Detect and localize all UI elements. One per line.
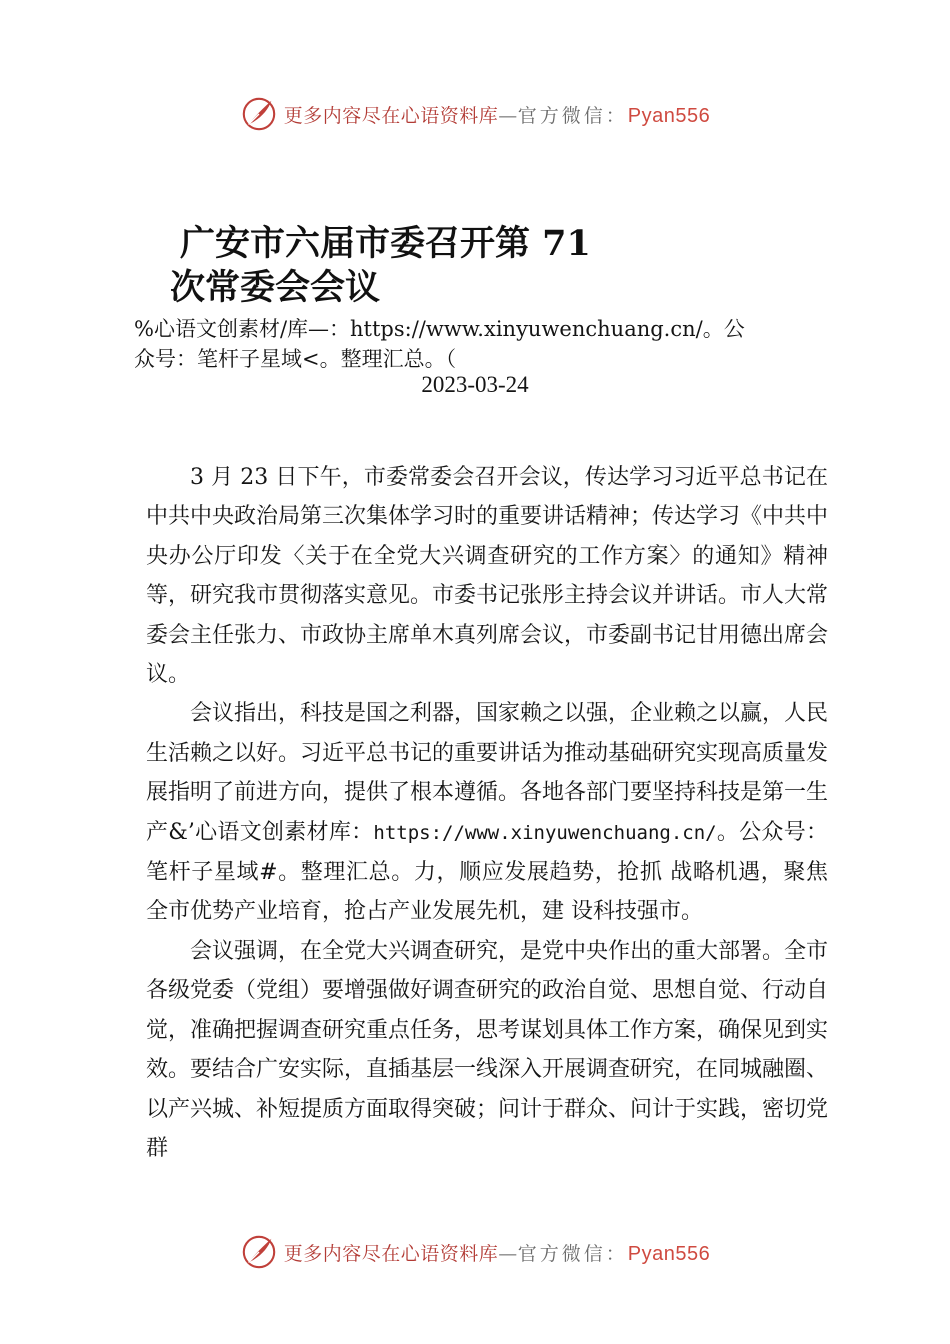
- source-note: [134, 314, 834, 374]
- banner-wechat-label: 官方微信：: [517, 104, 628, 127]
- banner-account-id: Pyan556: [627, 1242, 711, 1265]
- banner-account-id: Pyan556: [627, 104, 711, 127]
- source-line-2: 众号：笔杆子星域<。整理汇总。（: [134, 347, 457, 371]
- paragraph-1: 3 月 23 日下午，市委常委会召开会议，传达学习习近平总书记在中共中央政治局第三次集体学习时的重要讲话精神；传达学习《中共中央办公厅印发〈关于在全党大兴调查研究的工作方案〉的通知》精神等，研究我市贯彻落实意见。市委书记张彤主持会议并讲话。市人大常委会主任张力、市政协主席单木真列席会议，市委副书记甘用德出席会议。: [146, 465, 829, 688]
- paragraph-2-url: https://www.xinyuwenchuang.cn/: [373, 821, 717, 844]
- source-line-1: %心语文创素材/库—：https://www.xinyuwenchuang.cn/。公: [134, 317, 745, 341]
- quill-logo-icon: [240, 95, 278, 133]
- paragraph-3: 会议强调，在全党大兴调查研究，是党中央作出的重大部署。全市各级党委（党组）要增强做好调查研究的政治自觉、思想自觉、行动自觉，准确把握调查研究重点任务，思考谋划具体工作方案，确保见到实效。要结合广安实际，直插基层一线深入开展调查研究，在同城融圈、以产兴城、补短提质方面取得突破；问计于群众、问计于实践，密切党群: [146, 938, 829, 1161]
- footer-banner: [0, 1232, 950, 1272]
- header-banner: [0, 94, 950, 134]
- banner-site-text: 更多内容尽在心语资料库: [283, 1242, 499, 1265]
- publish-date: 2023-03-24: [421, 372, 529, 397]
- title-line-1: 广安市六届市委召开第 71: [180, 223, 591, 264]
- article-body: [146, 458, 828, 1168]
- banner-wechat-label: 官方微信：: [517, 1242, 628, 1265]
- banner-site-text: 更多内容尽在心语资料库: [283, 104, 499, 127]
- title-line-2: 次常委会会议: [170, 267, 381, 308]
- banner-text: [284, 1239, 711, 1266]
- banner-text: [284, 101, 711, 128]
- banner-separator: —: [498, 1242, 518, 1265]
- paragraph-2-text: 会议指出，科技是国之利器，国家赖之以强，企业赖之以赢，人民生活赖之以好。习近平总书记的重要讲话为推动基础研究实现高质量发展指明了前进方向，提供了根本遵循。各地各部门要坚持科技是第一生产&’心语文创素材库：: [146, 701, 829, 845]
- banner-separator: —: [498, 104, 518, 127]
- quill-logo-icon: [240, 1233, 278, 1271]
- paragraph-2-continued: 。公众号：笔杆子星域#。整理汇总。力，顺应发展趋势，抢抓 战略机遇，聚焦全市优势产业培育，抢占产业发展先机，建 设科技强市。: [146, 819, 828, 925]
- paragraph-2: [146, 694, 828, 931]
- article-title: [170, 222, 730, 310]
